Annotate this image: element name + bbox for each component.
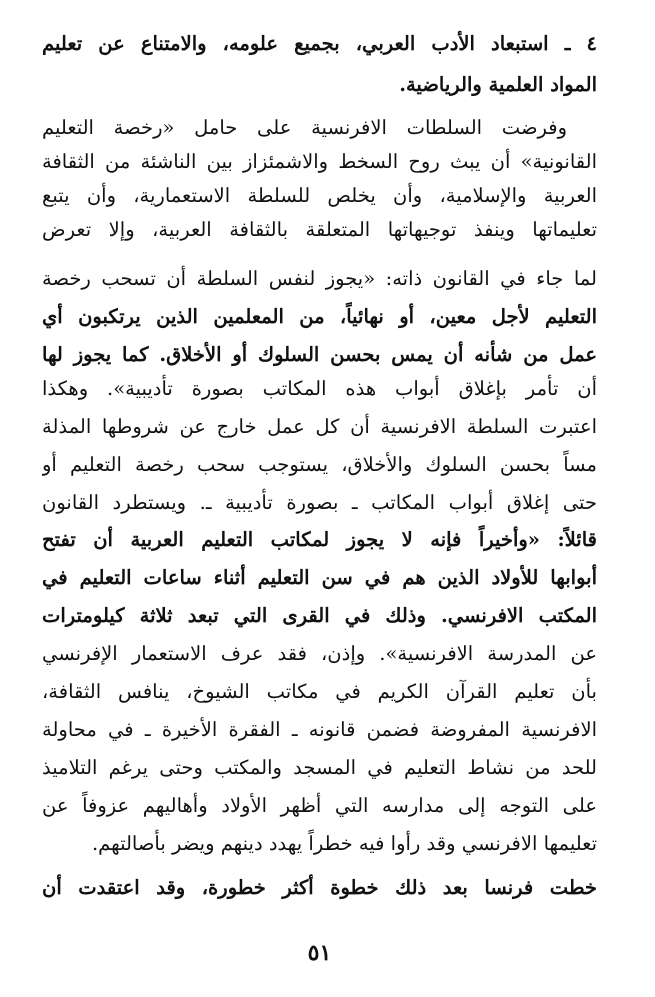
text-line: الافرنسية المفروضة فضمن قانونه ـ الفقرة الأخيرة ـ في محاولة: [42, 718, 597, 741]
text-line: بأن تعليم القرآن الكريم في مكاتب الشيوخ، ينافس الثقافة،: [42, 680, 597, 703]
text-line: لما جاء في القانون ذاته: «يجوز لنفس السلطة أن تسحب رخصة: [42, 267, 597, 290]
text-line: على التوجه إلى مدارسه التي أظهر الأولاد وأهاليهم عزوفاً عن: [42, 794, 597, 817]
text-line: العربية والإسلامية، وأن يخلص للسلطة الاستعمارية، وأن يتبع: [42, 184, 597, 207]
page-number: ٥١: [307, 940, 332, 966]
document-page: [42, 0, 597, 997]
text-line: خطت فرنسا بعد ذلك خطوة أكثر خطورة، وقد اعتقدت أن: [42, 876, 597, 899]
text-line: حتى إغلاق أبواب المكاتب ـ بصورة تأديبية ـ. ويستطرد القانون: [42, 491, 597, 514]
text-line: قائلاً: «وأخيراً فإنه لا يجوز لمكاتب التعليم العربية أن تفتح: [42, 528, 597, 551]
text-line: تعليمها الافرنسي وقد رأوا فيه خطراً يهدد دينهم ويضر بأصالتهم.: [91, 832, 597, 855]
text-line: أن تأمر بإغلاق أبواب هذه المكاتب بصورة تأديبية». وهكذا: [42, 377, 597, 400]
text-line: عمل من شأنه أن يمس بحسن السلوك أو الأخلاق. كما يجوز لها: [42, 343, 597, 366]
text-line: أبوابها للأولاد الذين هم في سن التعليم أثناء ساعات التعليم في: [42, 566, 597, 589]
text-line: وفرضت السلطات الافرنسية على حامل «رخصة التعليم: [42, 116, 567, 139]
text-line: تعليماتها وينفذ توجيهاتها المتعلقة بالثقافة العربية، وإلا تعرض: [42, 218, 597, 241]
text-line: ٤ ـ استبعاد الأدب العربي، بجميع علومه، والامتناع عن تعليم: [42, 32, 597, 55]
text-line: المواد العلمية والرياضية.: [399, 73, 597, 96]
text-line: مساً بحسن السلوك والأخلاق، يستوجب سحب رخصة التعليم أو: [42, 453, 597, 476]
text-line: عن المدرسة الافرنسية». وإذن، فقد عرف الاستعمار الإفرنسي: [42, 642, 597, 665]
text-line: التعليم لأجل معين، أو نهائياً، من المعلمين الذين يرتكبون أي: [42, 305, 597, 328]
text-line: اعتبرت السلطة الافرنسية أن كل عمل خارج عن شروطها المذلة: [42, 415, 597, 438]
text-line: القانونية» أن يبث روح السخط والاشمئزاز بين الناشئة من الثقافة: [42, 150, 597, 173]
text-line: المكتب الافرنسي. وذلك في القرى التي تبعد ثلاثة كيلومترات: [42, 604, 597, 627]
text-line: للحد من نشاط التعليم في المسجد والمكتب وحتى يرغم التلاميذ: [42, 756, 597, 779]
